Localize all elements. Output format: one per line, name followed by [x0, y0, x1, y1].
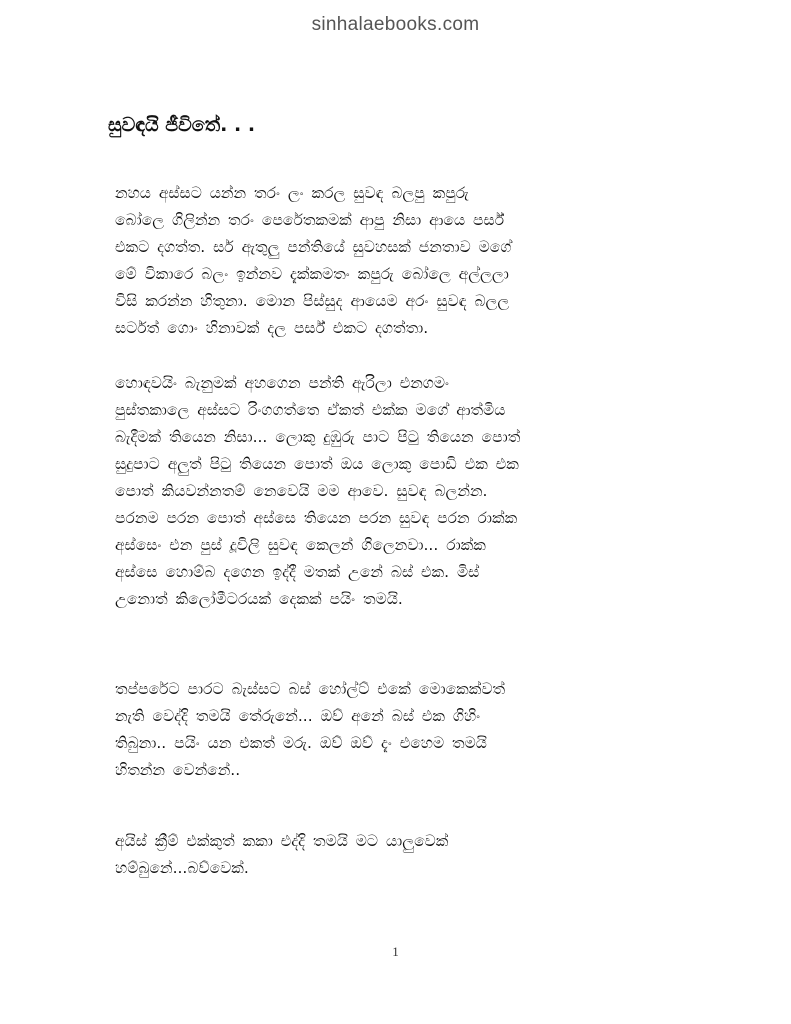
text-line: පුස්තකාලෙ අස්සට රිංගගත්තෙ ඒකත් එක්ක මගේ ආත්මිය	[115, 401, 506, 419]
text-line: හොඳවයිං බැනුමක් අහගෙන පන්ති ඇරිලා එනගමං	[115, 374, 449, 392]
text-line: පොත් කියවන්නතම් නෙවෙයි මම ආවෙ. සුවඳ බලන්න.	[115, 482, 488, 500]
document-title: සුවඳයි ජීවිතේ. . .	[108, 114, 256, 136]
text-line: බැදීමක් තියෙන නිසා... ලොකු දුඹුරු පාට පිටු තියෙන පොත්	[115, 428, 521, 446]
text-line: විසි කරන්න හිතුනා. මොන පිස්සුද ආයෙම අරං සුවඳ බලල	[115, 292, 510, 310]
text-line: අස්සෙං එන පුස් දූවිලි සුවඳ කෙලන් ගිලෙනවා... රාක්ක	[115, 536, 486, 554]
text-line: හිතන්න වෙන්නේ..	[115, 761, 241, 779]
text-line: මේ විකාරෙ බලං ඉන්නව දැක්කමතං කපුරු බෝලෙ අල්ලලා	[115, 265, 509, 283]
page-number: 1	[392, 944, 399, 959]
paragraph-1	[115, 180, 687, 342]
text-line: සර්ටත් ගොං හිනාවක් දල පර්ස් එකට දගත්තා.	[115, 319, 429, 337]
paragraph-4	[115, 828, 687, 882]
paragraph-text	[115, 370, 687, 613]
text-line: නැති වෙද්දි තමයි තේරුනේ... ඔව් අනේ බස් එක ගිහිං	[115, 707, 481, 725]
text-line: අස්සෙ හොම්බ දගෙන ඉද්දී මතක් උනේ බස් එක. මිස්	[115, 563, 480, 581]
text-line: තිබුනා.. පයිං යන එකත් මරු. ඔව් ඔව් දැං එහෙම තමයි	[115, 734, 487, 752]
text-line: බෝලෙ ගිලින්න තරං පෙරේතකමක් ආපු නිසා ආයෙ පර්ස්	[115, 211, 505, 229]
text-line: අයිස් ක්‍රීම් එක්කුත් කකා එද්දි තමයි මට යාලුවෙක්	[115, 832, 449, 850]
paragraph-text	[115, 676, 687, 784]
text-line: එකට දගත්ත. සර් ඇතුලු පන්තියේ සුවහසක් ජනතාව මගේ	[115, 238, 512, 256]
text-line: පරනම පරන පොත් අස්සෙ තියෙන පරන සුවඳ පරන රාක්ක	[115, 509, 518, 527]
text-line: නහය අස්සට යන්න තරං ලං කරල සුවඳ බලපු කපුරු	[115, 184, 469, 202]
paragraph-3	[115, 676, 687, 784]
paragraph-text	[115, 828, 687, 882]
text-line: උනොත් කිලෝමීටරයක් දෙකක් පයිං තමයි.	[115, 590, 403, 608]
site-header: sinhalaebooks.com	[311, 14, 480, 35]
paragraph-2	[115, 370, 687, 613]
text-line: හම්බුනේ...බව්වෙක්.	[115, 859, 249, 877]
text-line: සුදුපාට අලුත් පිටු තියෙන පොත් ඔය ලොකු පොඩි එක එක	[115, 455, 519, 473]
paragraph-text	[115, 180, 687, 342]
text-line: තප්පරේට පාරට බැස්සට බස් හෝල්ට් එකේ මොකෙක්වත්	[115, 680, 506, 698]
